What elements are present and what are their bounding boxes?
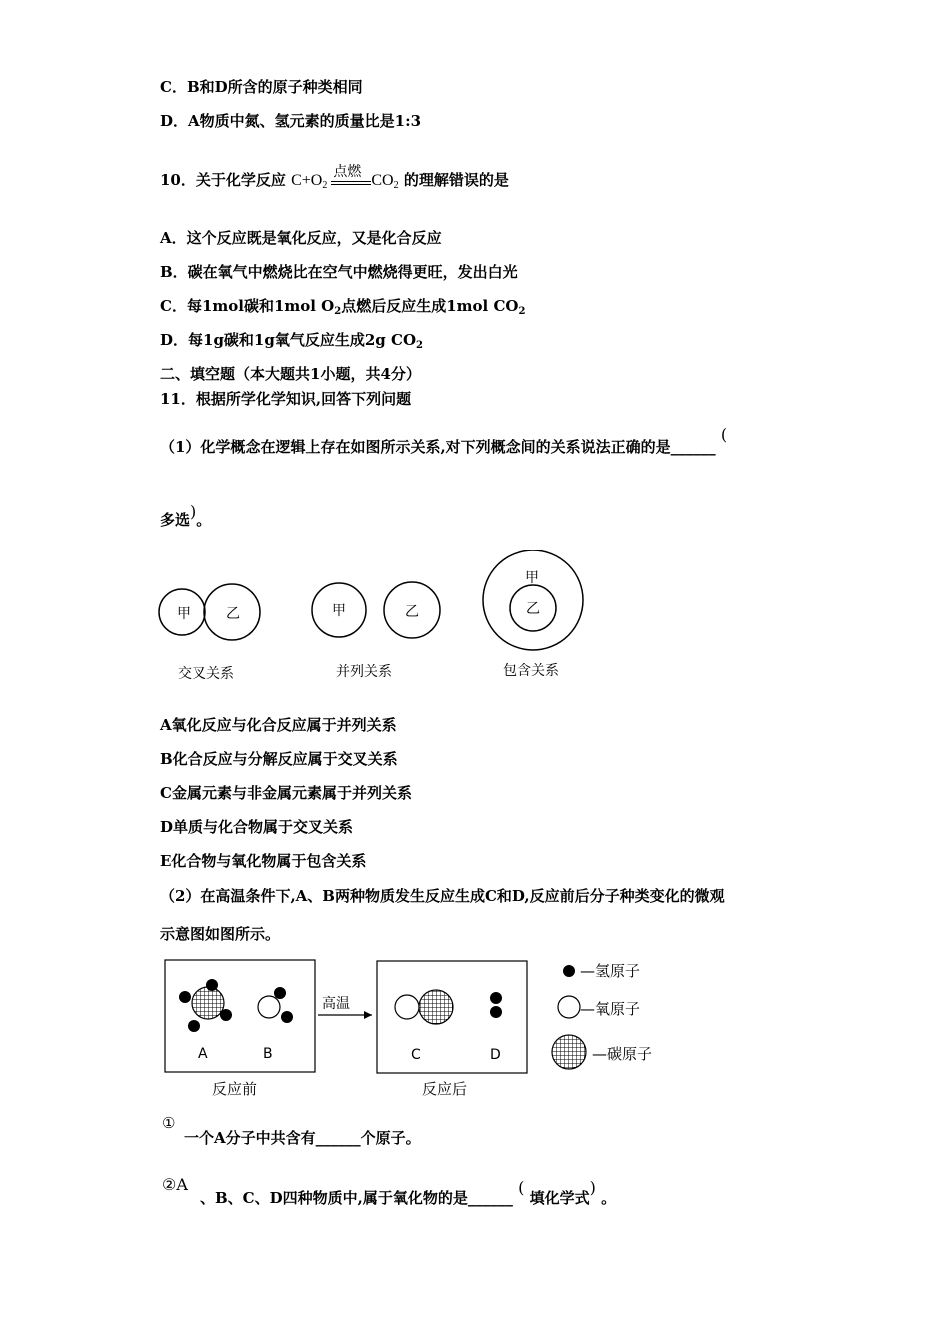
cross-jia-label: 甲 [177, 606, 191, 622]
q10-suffix: 的理解错误的是 [403, 171, 509, 189]
molecule-a-h3 [220, 1009, 232, 1021]
parallel-yi-label: 乙 [405, 604, 419, 620]
legend-carbon-dot [552, 1035, 586, 1069]
q11-option-a: A氧化反应与化合反应属于并列关系 [160, 716, 397, 734]
molecule-c-oxygen [395, 995, 419, 1019]
section2-heading: 二、填空题（本大题共1小题，共4分） [160, 365, 421, 383]
label-b: B [263, 1046, 273, 1062]
q10-option-c-post: 点燃后反应生成1mol CO [341, 297, 519, 315]
legend-oxygen-dot [558, 996, 580, 1018]
sub2-text: 、B、C、D四种物质中,属于氧化物的是______ [200, 1189, 513, 1207]
q10-option-c-sub1: 2 [334, 306, 342, 317]
q11-intro: 11．根据所学化学知识,回答下列问题 [160, 390, 412, 408]
q11-option-b: B化合反应与分解反应属于交叉关系 [160, 750, 398, 768]
q10-prefix: 10．关于化学反应 [160, 171, 286, 189]
label-parallel: 并列关系 [336, 664, 392, 680]
label-d: D [490, 1047, 501, 1063]
q10-option-a: A．这个反应既是氧化反应，又是化合反应 [160, 229, 442, 247]
molecule-a-carbon [192, 987, 224, 1019]
sub1-text: 一个A分子中共含有______个原子。 [184, 1129, 421, 1147]
q11-part1 [160, 425, 728, 457]
q11-part2-line2: 示意图如图所示。 [160, 925, 281, 943]
reaction-arrow-head [364, 1011, 372, 1019]
sub2-paren-close: ) [589, 1178, 596, 1197]
equation-right-sub: 2 [393, 180, 399, 191]
contain-jia-label: 甲 [525, 570, 539, 586]
molecule-b-h2 [281, 1011, 293, 1023]
equation-left-sub: 2 [322, 180, 328, 191]
molecule-a-h1 [206, 979, 218, 991]
q11-part1-cont [160, 502, 212, 530]
sub2-paren-open: ( [518, 1178, 525, 1197]
reaction-equation [291, 165, 399, 196]
relation-diagram [150, 550, 600, 690]
q11-part1-text: （1）化学概念在逻辑上存在如图所示关系,对下列概念间的关系说法正确的是______ [160, 438, 716, 456]
q9-option-c: C．B和D所含的原子种类相同 [160, 78, 363, 96]
label-before: 反应前 [212, 1080, 258, 1098]
sub1-mark: ① [162, 1114, 176, 1132]
sub2-line [200, 1178, 617, 1208]
q10-option-c-sub2: 2 [518, 306, 526, 317]
sub2-mark: ②A [162, 1175, 188, 1194]
parallel-jia-label: 甲 [332, 603, 346, 619]
molecule-d-h1 [490, 992, 502, 1004]
q11-option-e: E化合物与氧化物属于包含关系 [160, 852, 367, 870]
label-c: C [411, 1047, 421, 1063]
cross-yi-label: 乙 [226, 606, 240, 622]
contain-yi-label: 乙 [526, 601, 540, 617]
sub2-end: 。 [601, 1189, 617, 1207]
legend-oxygen: —氧原子 [580, 1000, 641, 1018]
paren-close: ) [190, 502, 197, 521]
q11-part2-line1: （2）在高温条件下,A、B两种物质发生反应生成C和D,反应前后分子种类变化的微观 [160, 887, 725, 905]
equation-condition: 点燃 [333, 165, 362, 180]
molecule-c-carbon [419, 990, 453, 1024]
label-cross: 交叉关系 [178, 666, 234, 682]
q10-option-c-pre: C．每1mol碳和1mol O [160, 297, 335, 315]
high-temp-label: 高温 [322, 996, 350, 1012]
legend-hydrogen: —氢原子 [580, 962, 641, 980]
q11-part1-multi: 多选 [160, 511, 191, 529]
q9-option-d: D．A物质中氮、氢元素的质量比是1:3 [160, 112, 422, 130]
label-contain: 包含关系 [503, 663, 559, 679]
label-after: 反应后 [422, 1080, 468, 1098]
sub2-fill: 填化学式 [529, 1189, 590, 1207]
equation-left: C+O [291, 172, 323, 189]
q11-option-c: C金属元素与非金属元素属于并列关系 [160, 784, 412, 802]
molecule-b-oxygen [258, 996, 280, 1018]
molecule-a-h4 [188, 1020, 200, 1032]
paren-open: ( [720, 425, 728, 444]
molecule-a-h2 [179, 991, 191, 1003]
legend-carbon: —碳原子 [592, 1045, 653, 1063]
micro-reaction-diagram [160, 955, 680, 1105]
q10-option-d [160, 330, 423, 356]
label-a: A [198, 1046, 208, 1062]
molecule-b-h1 [274, 987, 286, 999]
q10-option-d-sub: 2 [416, 340, 423, 351]
equation-right: CO [371, 172, 394, 189]
molecule-d-h2 [490, 1006, 502, 1018]
q10-option-c [160, 296, 525, 322]
q10-option-d-pre: D．每1g碳和1g氧气反应生成2g CO [160, 331, 417, 349]
contain-outer-circle [483, 550, 583, 650]
q11-option-d: D单质与化合物属于交叉关系 [160, 818, 354, 836]
q11-part1-end: 。 [196, 511, 212, 529]
legend-hydrogen-dot [563, 965, 575, 977]
q10-stem [160, 165, 509, 196]
q10-option-b: B．碳在氧气中燃烧比在空气中燃烧得更旺，发出白光 [160, 263, 518, 281]
